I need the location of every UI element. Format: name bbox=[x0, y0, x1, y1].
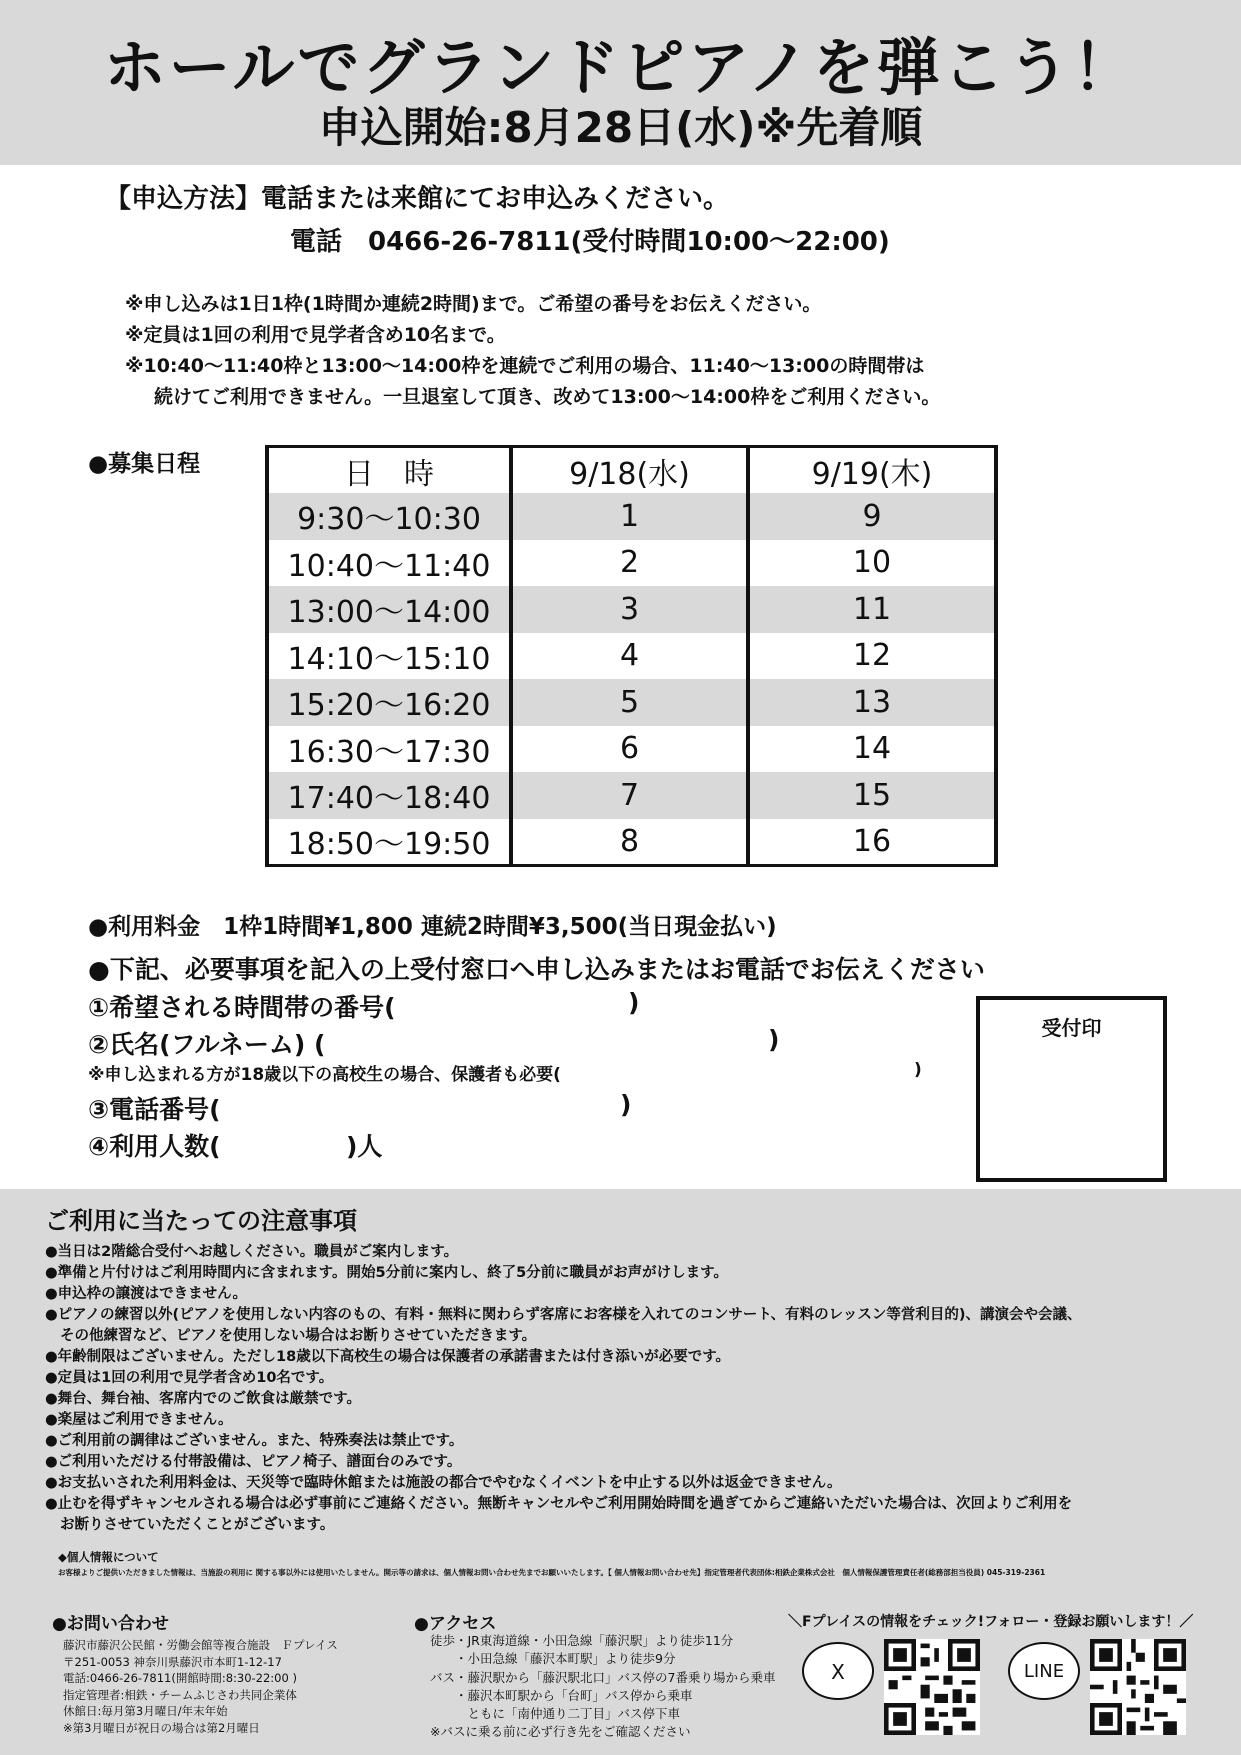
list-item: その他練習など、ピアノを使用しない場合はお断りさせていただきます。 bbox=[60, 1328, 537, 1344]
list-item: ●お支払いされた利用料金は、天災等で臨時休館または施設の都合でやむなくイベントを中止する以外は返金できません。 bbox=[45, 1475, 842, 1491]
slot-cell: 1 bbox=[511, 493, 748, 540]
slot-cell: 3 bbox=[511, 586, 748, 633]
caution-list bbox=[45, 1242, 1225, 1536]
table-row bbox=[267, 772, 996, 819]
page-subtitle: 申込開始:8月28日(水)※先着順 bbox=[318, 103, 923, 152]
apply-notes bbox=[125, 289, 940, 413]
time-cell: 16:30～17:30 bbox=[267, 726, 511, 773]
list-item: ●申込枠の譲渡はできません。 bbox=[45, 1286, 248, 1302]
table-row bbox=[267, 586, 996, 633]
time-cell: 10:40～11:40 bbox=[267, 540, 511, 587]
contact-line: 電話:0466-26-7811(開館時間:8:30-22:00 ) bbox=[63, 1671, 297, 1685]
table-row bbox=[267, 679, 996, 726]
header-cell: 日 時 bbox=[267, 447, 511, 494]
slot-cell: 12 bbox=[748, 633, 996, 680]
list-item: お断りさせていただくことがございます。 bbox=[60, 1517, 335, 1533]
form-label: ②氏名(フルネーム) ( bbox=[88, 1030, 326, 1059]
contact-line: ※第3月曜日が祝日の場合は第2月曜日 bbox=[63, 1720, 260, 1735]
time-cell: 13:00～14:00 bbox=[267, 586, 511, 633]
form-close: ) bbox=[628, 988, 640, 1017]
page-title: ホールでグランドピアノを弾こう！ bbox=[103, 31, 1138, 104]
list-item: ●ピアノの練習以外(ピアノを使用しない内容のもの、有料・無料に関わらず客席にお客様を入れてのコンサート、有料のレッスン等営利目的)、講演会や会議、 bbox=[45, 1307, 1082, 1323]
contact-details bbox=[63, 1637, 338, 1736]
usage-fee: ●利用料金 1枠1時間¥1,800 連続2時間¥3,500(当日現金払い) bbox=[88, 914, 777, 940]
form-persons bbox=[88, 1127, 383, 1163]
x-label: X bbox=[831, 1660, 845, 1684]
form-close: ) bbox=[914, 1060, 922, 1080]
list-item: ●準備と片付けはご利用時間内に含まれます。開始5分前に案内し、終了5分前に職員がお声がけします。 bbox=[45, 1265, 729, 1281]
time-cell: 15:20～16:20 bbox=[267, 679, 511, 726]
form-close: ) bbox=[620, 1090, 632, 1119]
time-cell: 9:30～10:30 bbox=[267, 493, 511, 540]
access-title: ●アクセス bbox=[414, 1614, 497, 1634]
form-full-name bbox=[88, 1025, 780, 1061]
caution-title: ご利用に当たっての注意事項 bbox=[45, 1207, 357, 1235]
reception-stamp-box bbox=[976, 996, 1167, 1182]
table-row bbox=[267, 726, 996, 773]
header-cell: 9/19(木) bbox=[748, 447, 996, 494]
table-row bbox=[267, 493, 996, 540]
slot-cell: 11 bbox=[748, 586, 996, 633]
note-line: ※申し込みは1日1枠(1時間か連続2時間)まで。ご希望の番号をお伝えください。 bbox=[125, 293, 822, 315]
slot-cell: 10 bbox=[748, 540, 996, 587]
access-line: バス・藤沢駅から「藤沢駅北口」バス停の7番乗り場から乗車 bbox=[430, 1669, 776, 1685]
list-item: ●舞台、舞台袖、客席内でのご飲食は厳禁です。 bbox=[45, 1391, 361, 1407]
list-item: ●年齢制限はございません。ただし18歳以下高校生の場合は保護者の承諾書または付き添いが必要です。 bbox=[45, 1349, 731, 1365]
access-line: ・小田急線「藤沢本町駅」より徒歩9分 bbox=[430, 1651, 676, 1667]
line-speech-bubble bbox=[1008, 1642, 1080, 1700]
schedule-table bbox=[265, 445, 998, 867]
access-line: 徒歩・JR東海道線・小田急線「藤沢駅」より徒歩11分 bbox=[430, 1633, 734, 1648]
note-line: ※10:40～11:40枠と13:00～14:00枠を連続でご利用の場合、11:40～13:00の時間帯は bbox=[125, 355, 925, 377]
list-item: ●ご利用いただける付帯設備は、ピアノ椅子、譜面台のみです。 bbox=[45, 1454, 462, 1470]
schedule-heading: ●募集日程 bbox=[88, 451, 201, 477]
slot-cell: 5 bbox=[511, 679, 748, 726]
form-slot-number bbox=[88, 988, 640, 1024]
x-speech-bubble bbox=[802, 1642, 874, 1700]
follow-message: ＼Fプレイスの情報をチェック!フォロー・登録お願いします！／ bbox=[788, 1614, 1194, 1630]
slot-cell: 8 bbox=[511, 819, 748, 866]
apply-phone: 電話 0466-26-7811(受付時間10:00～22:00) bbox=[290, 227, 890, 257]
slot-cell: 16 bbox=[748, 819, 996, 866]
table-row bbox=[267, 540, 996, 587]
access-details bbox=[430, 1632, 775, 1742]
header-cell: 9/18(水) bbox=[511, 447, 748, 494]
line-qr-code-icon[interactable] bbox=[1090, 1639, 1186, 1735]
form-persons-close: )人 bbox=[346, 1132, 383, 1161]
table-header-row bbox=[267, 447, 996, 494]
note-line: 続けてご利用できません。一旦退室して頂き、改めて13:00～14:00枠をご利用ください。 bbox=[154, 386, 941, 408]
time-cell: 14:10～15:10 bbox=[267, 633, 511, 680]
x-qr-code-icon[interactable] bbox=[884, 1639, 980, 1735]
apply-method: 【申込方法】電話または来館にてお申込みください。 bbox=[105, 184, 730, 214]
contact-line: 藤沢市藤沢公民館・労働会館等複合施設 Ｆプレイス bbox=[63, 1638, 338, 1652]
form-label: ③電話番号( bbox=[88, 1095, 221, 1124]
table-row bbox=[267, 633, 996, 680]
table-row bbox=[267, 819, 996, 866]
slot-cell: 6 bbox=[511, 726, 748, 773]
access-line: ※バスに乗る前に必ず行き先をご確認ください bbox=[430, 1724, 691, 1740]
slot-cell: 7 bbox=[511, 772, 748, 819]
list-item: ●定員は1回の利用で見学者含め10名です。 bbox=[45, 1370, 334, 1386]
slot-cell: 2 bbox=[511, 540, 748, 587]
slot-cell: 15 bbox=[748, 772, 996, 819]
contact-title: ●お問い合わせ bbox=[52, 1614, 169, 1634]
list-item: ●止むを得ずキャンセルされる場合は必ず事前にご連絡ください。無断キャンセルやご利用開始時間を過ぎてからご連絡いただいた場合は、次回よりご利用を bbox=[45, 1496, 1073, 1512]
form-label: ①希望される時間帯の番号( bbox=[88, 993, 396, 1022]
contact-line: 休館日:毎月第3月曜日/年末年始 bbox=[63, 1704, 228, 1718]
contact-line: 指定管理者:相鉄・チームふじさわ共同企業体 bbox=[63, 1687, 297, 1702]
form-close: ) bbox=[768, 1025, 780, 1054]
form-phone bbox=[88, 1090, 632, 1126]
stamp-label: 受付印 bbox=[1041, 1016, 1102, 1040]
list-item: ●楽屋はご利用できません。 bbox=[45, 1412, 233, 1428]
slot-cell: 9 bbox=[748, 493, 996, 540]
list-item: ●ご利用前の調律はございません。また、特殊奏法は禁止です。 bbox=[45, 1433, 464, 1449]
form-guardian bbox=[88, 1060, 922, 1085]
list-item: ●当日は2階総合受付へお越しください。職員がご案内します。 bbox=[45, 1244, 459, 1260]
note-line: ※定員は1回の利用で見学者含め10名まで。 bbox=[125, 324, 506, 346]
slot-cell: 13 bbox=[748, 679, 996, 726]
access-line: ・藤沢本町駅から「台町」バス停から乗車 bbox=[430, 1687, 693, 1703]
form-label: ※申し込まれる方が18歳以下の高校生の場合、保護者も必要( bbox=[88, 1065, 561, 1085]
time-cell: 18:50～19:50 bbox=[267, 819, 511, 866]
access-line: ともに「南仲通り二丁目」バス停下車 bbox=[430, 1706, 681, 1722]
request-instructions: ●下記、必要事項を記入の上受付窓口へ申し込みまたはお電話でお伝えください bbox=[88, 955, 985, 984]
slot-cell: 14 bbox=[748, 726, 996, 773]
privacy-title: ◆個人情報について bbox=[58, 1550, 159, 1564]
header-banner bbox=[0, 0, 1241, 165]
time-cell: 17:40～18:40 bbox=[267, 772, 511, 819]
form-label: ④利用人数( bbox=[88, 1132, 221, 1161]
caution-section bbox=[0, 1189, 1241, 1755]
privacy-text: お客様よりご提供いただきました情報は、当施設の利用に 関する事以外には使用いたしません。開示等の請求は、個人情報お問い合わせ先までお願いいたします。【 個人情報お問い合わせ先】指定管理者代表団体:相鉄企業株式会社 個人情報保護管理責任者(総務部担当役員) 045-319-2361 bbox=[58, 1568, 1046, 1577]
contact-line: 〒251-0053 神奈川県藤沢市本町1-12-17 bbox=[63, 1654, 282, 1669]
line-label: LINE bbox=[1023, 1661, 1065, 1682]
slot-cell: 4 bbox=[511, 633, 748, 680]
